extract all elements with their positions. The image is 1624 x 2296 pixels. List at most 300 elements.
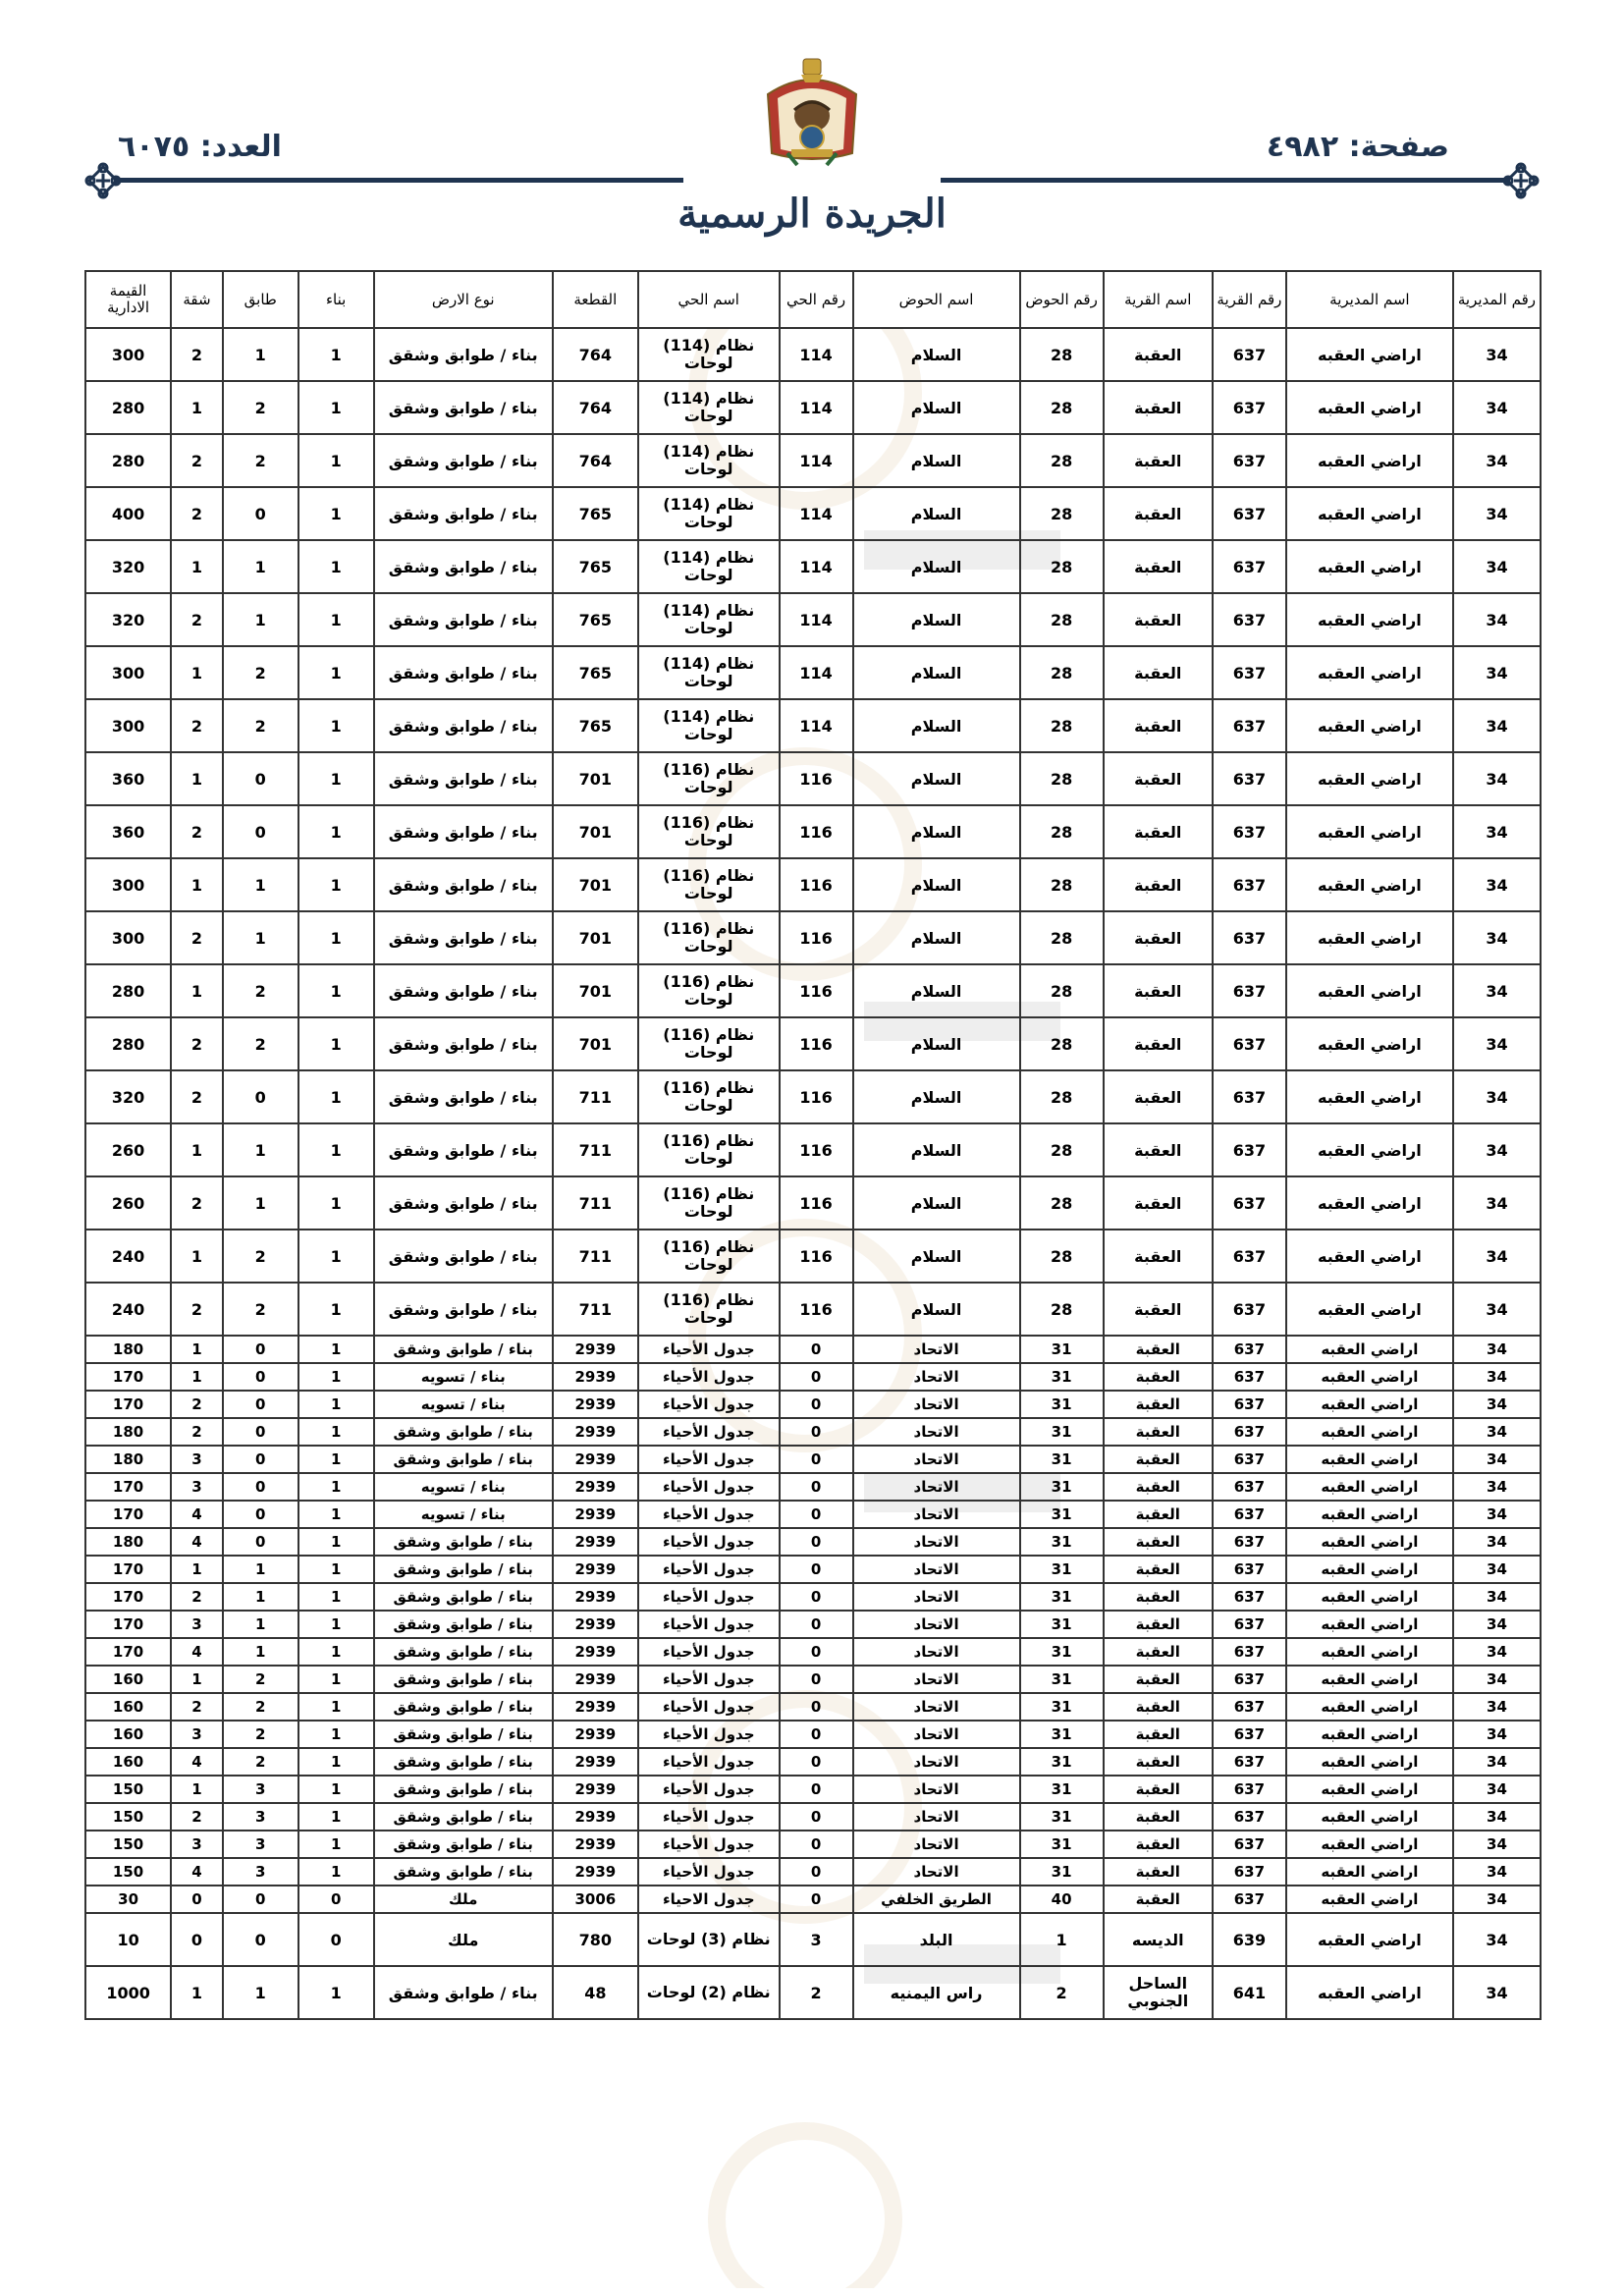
table-cell: نظام (116) لوحات [638, 1070, 780, 1123]
table-cell: نظام (116) لوحات [638, 752, 780, 805]
table-cell: 637 [1213, 1283, 1286, 1336]
table-cell: 0 [223, 752, 298, 805]
table-cell: 1 [298, 487, 374, 540]
table-cell: 1 [171, 540, 223, 593]
table-cell: الاتحاد [853, 1611, 1020, 1638]
table-cell: 0 [223, 1473, 298, 1501]
table-cell: 34 [1453, 1418, 1541, 1446]
table-cell: 0 [171, 1886, 223, 1913]
table-cell: 701 [553, 858, 638, 911]
table-cell: السلام [853, 593, 1020, 646]
table-cell: 31 [1020, 1336, 1104, 1363]
table-cell: 765 [553, 540, 638, 593]
table-cell: 2939 [553, 1721, 638, 1748]
table-cell: 2939 [553, 1583, 638, 1611]
table-cell: 2939 [553, 1501, 638, 1528]
table-cell: السلام [853, 964, 1020, 1017]
table-cell: 34 [1453, 1831, 1541, 1858]
table-cell: 28 [1020, 328, 1104, 381]
table-cell: الاتحاد [853, 1748, 1020, 1776]
table-cell: السلام [853, 1123, 1020, 1176]
table-cell: 34 [1453, 1693, 1541, 1721]
table-cell: 0 [780, 1776, 853, 1803]
header-rule-left [114, 178, 683, 183]
table-cell: بناء / تسويه [374, 1363, 553, 1391]
table-cell: 28 [1020, 858, 1104, 911]
table-cell: نظام (116) لوحات [638, 1230, 780, 1283]
table-cell: 637 [1213, 540, 1286, 593]
table-cell: 0 [780, 1803, 853, 1831]
land-values-table [84, 270, 1542, 2020]
table-cell: راس اليمنيه [853, 1966, 1020, 2019]
table-cell: 637 [1213, 593, 1286, 646]
table-cell: 0 [298, 1886, 374, 1913]
table-cell: 1 [171, 858, 223, 911]
table-cell: بناء / تسويه [374, 1501, 553, 1528]
table-cell: جدول الأحياء [638, 1336, 780, 1363]
table-cell: بناء / طوابق وشقق [374, 858, 553, 911]
table-cell: جدول الأحياء [638, 1638, 780, 1666]
table-cell: 28 [1020, 487, 1104, 540]
table-cell: العقبة [1104, 1776, 1213, 1803]
table-cell: السلام [853, 1070, 1020, 1123]
table-cell: العقبة [1104, 1336, 1213, 1363]
table-cell: 260 [85, 1176, 171, 1230]
table-cell: 2 [223, 1721, 298, 1748]
table-cell: اراضي العقبه [1286, 1666, 1453, 1693]
table-cell: بناء / طوابق وشقق [374, 1176, 553, 1230]
table-cell: 0 [780, 1363, 853, 1391]
table-cell: 1 [298, 1123, 374, 1176]
table-cell: العقبة [1104, 1638, 1213, 1666]
table-cell: اراضي العقبه [1286, 1831, 1453, 1858]
table-cell: اراضي العقبه [1286, 911, 1453, 964]
table-cell: 160 [85, 1666, 171, 1693]
table-cell: 300 [85, 699, 171, 752]
table-cell: جدول الأحياء [638, 1418, 780, 1446]
table-cell: 150 [85, 1858, 171, 1886]
table-cell: 114 [780, 593, 853, 646]
table-cell: العقبة [1104, 752, 1213, 805]
table-cell: الاتحاد [853, 1501, 1020, 1528]
table-cell: 34 [1453, 1176, 1541, 1230]
table-cell: 31 [1020, 1418, 1104, 1446]
table-cell: 637 [1213, 964, 1286, 1017]
table-cell: السلام [853, 646, 1020, 699]
table-cell: 34 [1453, 1666, 1541, 1693]
table-cell: 1 [298, 1666, 374, 1693]
table-cell: 1 [171, 1666, 223, 1693]
table-cell: 34 [1453, 1070, 1541, 1123]
table-cell: جدول الأحياء [638, 1501, 780, 1528]
table-cell: الاتحاد [853, 1831, 1020, 1858]
table-cell: الاتحاد [853, 1473, 1020, 1501]
table-cell: 1 [298, 805, 374, 858]
table-cell: بناء / طوابق وشقق [374, 1611, 553, 1638]
table-cell: السلام [853, 805, 1020, 858]
table-cell: نظام (114) لوحات [638, 328, 780, 381]
table-cell: 765 [553, 699, 638, 752]
table-cell: 34 [1453, 540, 1541, 593]
table-cell: 34 [1453, 1638, 1541, 1666]
table-cell: 116 [780, 1283, 853, 1336]
table-row [85, 1583, 1541, 1611]
table-cell: 1 [298, 1638, 374, 1666]
table-cell: 1 [223, 1556, 298, 1583]
table-cell: 31 [1020, 1473, 1104, 1501]
table-cell: 34 [1453, 1966, 1541, 2019]
table-cell: 116 [780, 1123, 853, 1176]
table-cell: 2 [223, 1283, 298, 1336]
table-cell: 0 [780, 1418, 853, 1446]
table-cell: 0 [223, 1528, 298, 1556]
table-cell: اراضي العقبه [1286, 1556, 1453, 1583]
table-cell: 1 [171, 1336, 223, 1363]
table-cell: 3 [171, 1721, 223, 1748]
table-cell: اراضي العقبه [1286, 434, 1453, 487]
table-cell: 764 [553, 434, 638, 487]
table-cell: 34 [1453, 911, 1541, 964]
table-cell: 1 [298, 1776, 374, 1803]
table-cell: جدول الأحياء [638, 1721, 780, 1748]
table-cell: 34 [1453, 752, 1541, 805]
table-cell: 240 [85, 1283, 171, 1336]
table-cell: ملك [374, 1886, 553, 1913]
table-cell: 1 [298, 1966, 374, 2019]
table-row [85, 487, 1541, 540]
table-cell: بناء / طوابق وشقق [374, 1528, 553, 1556]
table-cell: نظام (116) لوحات [638, 1123, 780, 1176]
table-cell: العقبة [1104, 1017, 1213, 1070]
table-cell: 637 [1213, 328, 1286, 381]
table-cell: الاتحاد [853, 1528, 1020, 1556]
table-cell: بناء / طوابق وشقق [374, 487, 553, 540]
table-cell: 0 [780, 1666, 853, 1693]
table-cell: 34 [1453, 381, 1541, 434]
table-cell: 34 [1453, 1363, 1541, 1391]
table-row [85, 593, 1541, 646]
table-cell: جدول الأحياء [638, 1693, 780, 1721]
table-cell: بناء / طوابق وشقق [374, 434, 553, 487]
table-cell: السلام [853, 911, 1020, 964]
table-cell: 1 [298, 752, 374, 805]
table-row [85, 1666, 1541, 1693]
table-cell: 0 [223, 1418, 298, 1446]
table-cell: 2939 [553, 1363, 638, 1391]
table-cell: العقبة [1104, 1230, 1213, 1283]
table-cell: 0 [780, 1638, 853, 1666]
table-cell: 764 [553, 328, 638, 381]
table-cell: بناء / طوابق وشقق [374, 1070, 553, 1123]
table-cell: 31 [1020, 1858, 1104, 1886]
table-cell: 1 [298, 1528, 374, 1556]
table-cell: 28 [1020, 1176, 1104, 1230]
table-cell: 2939 [553, 1776, 638, 1803]
table-row [85, 1017, 1541, 1070]
table-cell: 0 [780, 1473, 853, 1501]
table-cell: نظام (116) لوحات [638, 964, 780, 1017]
table-cell: 28 [1020, 434, 1104, 487]
column-header: بناء [298, 271, 374, 328]
table-row [85, 1638, 1541, 1666]
table-cell: 180 [85, 1418, 171, 1446]
table-cell: نظام (114) لوحات [638, 540, 780, 593]
table-cell: 34 [1453, 487, 1541, 540]
table-cell: اراضي العقبه [1286, 1776, 1453, 1803]
table-cell: 0 [780, 1693, 853, 1721]
table-cell: الاتحاد [853, 1446, 1020, 1473]
table-cell: 28 [1020, 805, 1104, 858]
table-cell: 34 [1453, 964, 1541, 1017]
table-cell: 34 [1453, 1556, 1541, 1583]
table-cell: اراضي العقبه [1286, 1913, 1453, 1966]
table-cell: اراضي العقبه [1286, 1583, 1453, 1611]
table-cell: 637 [1213, 752, 1286, 805]
table-cell: 1000 [85, 1966, 171, 2019]
table-cell: 711 [553, 1283, 638, 1336]
table-row [85, 1473, 1541, 1501]
table-cell: 31 [1020, 1363, 1104, 1391]
table-cell: 1 [298, 1017, 374, 1070]
table-cell: 2 [223, 1230, 298, 1283]
table-cell: 160 [85, 1693, 171, 1721]
table-cell: 34 [1453, 1803, 1541, 1831]
table-cell: 2 [223, 381, 298, 434]
table-cell: 2 [171, 1803, 223, 1831]
table-cell: 114 [780, 487, 853, 540]
table-cell: 180 [85, 1446, 171, 1473]
table-cell: الاتحاد [853, 1363, 1020, 1391]
table-cell: 3 [171, 1611, 223, 1638]
table-cell: 1 [171, 1556, 223, 1583]
table-cell: نظام (116) لوحات [638, 1017, 780, 1070]
table-cell: العقبة [1104, 1831, 1213, 1858]
table-cell: 300 [85, 646, 171, 699]
table-cell: 34 [1453, 1913, 1541, 1966]
table-cell: بناء / طوابق وشقق [374, 593, 553, 646]
column-header: القيمة الادارية [85, 271, 171, 328]
table-cell: 1 [298, 328, 374, 381]
gazette-title: الجريدة الرسمية [677, 191, 947, 237]
table-cell: 28 [1020, 540, 1104, 593]
table-cell: 116 [780, 858, 853, 911]
table-cell: 31 [1020, 1611, 1104, 1638]
table-row [85, 1070, 1541, 1123]
table-cell: 28 [1020, 381, 1104, 434]
table-cell: 4 [171, 1748, 223, 1776]
table-cell: 2939 [553, 1748, 638, 1776]
table-cell: 28 [1020, 1017, 1104, 1070]
table-cell: 0 [223, 487, 298, 540]
column-header: اسم المديرية [1286, 271, 1453, 328]
table-cell: 34 [1453, 1776, 1541, 1803]
table-cell: 3 [780, 1913, 853, 1966]
table-cell: 3 [171, 1831, 223, 1858]
table-cell: السلام [853, 699, 1020, 752]
table-row [85, 1418, 1541, 1446]
table-cell: 4 [171, 1858, 223, 1886]
table-cell: بناء / طوابق وشقق [374, 1446, 553, 1473]
table-cell: 0 [223, 1336, 298, 1363]
table-cell: نظام (2) لوحات [638, 1966, 780, 2019]
table-cell: 1 [223, 911, 298, 964]
table-cell: 701 [553, 752, 638, 805]
column-header: اسم الحوض [853, 271, 1020, 328]
table-cell: 0 [223, 1913, 298, 1966]
table-cell: 34 [1453, 1336, 1541, 1363]
table-cell: 116 [780, 964, 853, 1017]
table-cell: 637 [1213, 1638, 1286, 1666]
table-cell: نظام (116) لوحات [638, 858, 780, 911]
table-cell: 2 [223, 1693, 298, 1721]
table-cell: 1 [171, 1966, 223, 2019]
table-cell: 2939 [553, 1446, 638, 1473]
table-cell: 31 [1020, 1638, 1104, 1666]
table-cell: 0 [171, 1913, 223, 1966]
table-cell: بناء / طوابق وشقق [374, 381, 553, 434]
table-cell: 1 [298, 911, 374, 964]
table-cell: 1 [298, 1283, 374, 1336]
table-cell: 34 [1453, 1446, 1541, 1473]
table-cell: 1 [1020, 1913, 1104, 1966]
table-cell: 116 [780, 1017, 853, 1070]
table-cell: 637 [1213, 434, 1286, 487]
table-cell: 170 [85, 1473, 171, 1501]
table-cell: 1 [223, 1123, 298, 1176]
table-cell: 0 [223, 1886, 298, 1913]
table-row [85, 1501, 1541, 1528]
table-cell: ملك [374, 1913, 553, 1966]
table-cell: بناء / طوابق وشقق [374, 540, 553, 593]
table-cell: 31 [1020, 1556, 1104, 1583]
table-cell: 34 [1453, 1123, 1541, 1176]
table-cell: 2 [171, 434, 223, 487]
table-cell: 2939 [553, 1418, 638, 1446]
table-cell: بناء / طوابق وشقق [374, 699, 553, 752]
column-header: رقم الحوض [1020, 271, 1104, 328]
table-cell: 150 [85, 1776, 171, 1803]
table-cell: نظام (114) لوحات [638, 381, 780, 434]
table-cell: 2939 [553, 1391, 638, 1418]
table-cell: 1 [171, 1230, 223, 1283]
table-cell: العقبة [1104, 328, 1213, 381]
table-cell: 1 [298, 593, 374, 646]
table-cell: 31 [1020, 1528, 1104, 1556]
table-cell: 2939 [553, 1473, 638, 1501]
table-cell: 0 [780, 1336, 853, 1363]
column-header: رقم القرية [1213, 271, 1286, 328]
table-cell: 1 [223, 1583, 298, 1611]
table-cell: اراضي العقبه [1286, 1803, 1453, 1831]
table-cell: 2 [223, 1666, 298, 1693]
table-cell: اراضي العقبه [1286, 1886, 1453, 1913]
table-cell: 2 [223, 434, 298, 487]
table-cell: اراضي العقبه [1286, 381, 1453, 434]
table-cell: الاتحاد [853, 1638, 1020, 1666]
table-cell: 1 [298, 1556, 374, 1583]
table-cell: 2 [171, 1070, 223, 1123]
table-cell: السلام [853, 434, 1020, 487]
table-cell: 1 [298, 1721, 374, 1748]
table-cell: 31 [1020, 1583, 1104, 1611]
table-row [85, 1831, 1541, 1858]
table-cell: 0 [780, 1611, 853, 1638]
table-cell: 280 [85, 434, 171, 487]
table-row [85, 1123, 1541, 1176]
table-cell: 34 [1453, 699, 1541, 752]
table-cell: 114 [780, 540, 853, 593]
table-cell: العقبة [1104, 1748, 1213, 1776]
table-cell: 1 [171, 381, 223, 434]
table-cell: 34 [1453, 1501, 1541, 1528]
table-cell: اراضي العقبه [1286, 1418, 1453, 1446]
table-cell: 637 [1213, 911, 1286, 964]
table-cell: 320 [85, 540, 171, 593]
table-cell: 2939 [553, 1693, 638, 1721]
table-cell: 31 [1020, 1776, 1104, 1803]
table-cell: اراضي العقبه [1286, 1446, 1453, 1473]
table-cell: 0 [780, 1721, 853, 1748]
table-cell: 1 [171, 1123, 223, 1176]
table-cell: 31 [1020, 1721, 1104, 1748]
table-cell: 1 [298, 540, 374, 593]
table-cell: بناء / طوابق وشقق [374, 1336, 553, 1363]
page-header [0, 0, 1624, 265]
table-cell: 34 [1453, 1230, 1541, 1283]
table-cell: 637 [1213, 1748, 1286, 1776]
table-cell: 2 [171, 328, 223, 381]
table-cell: 1 [298, 1363, 374, 1391]
table-cell: اراضي العقبه [1286, 1966, 1453, 2019]
table-cell: 31 [1020, 1446, 1104, 1473]
table-cell: 2 [223, 1748, 298, 1776]
table-cell: 0 [780, 1886, 853, 1913]
table-cell: 765 [553, 593, 638, 646]
table-cell: اراضي العقبه [1286, 1638, 1453, 1666]
table-row [85, 646, 1541, 699]
table-cell: العقبة [1104, 1803, 1213, 1831]
table-cell: نظام (114) لوحات [638, 487, 780, 540]
table-cell: 637 [1213, 1473, 1286, 1501]
table-cell: بناء / طوابق وشقق [374, 752, 553, 805]
table-cell: 28 [1020, 593, 1104, 646]
table-cell: 2939 [553, 1611, 638, 1638]
table-cell: السلام [853, 381, 1020, 434]
table-cell: 4 [171, 1501, 223, 1528]
column-header: اسم الحي [638, 271, 780, 328]
table-cell: العقبة [1104, 1446, 1213, 1473]
table-cell: جدول الأحياء [638, 1391, 780, 1418]
table-cell: 2 [171, 1176, 223, 1230]
table-cell: 2939 [553, 1556, 638, 1583]
table-cell: 30 [85, 1886, 171, 1913]
table-cell: بناء / طوابق وشقق [374, 1556, 553, 1583]
table-cell: العقبة [1104, 487, 1213, 540]
table-cell: اراضي العقبه [1286, 1611, 1453, 1638]
table-cell: بناء / طوابق وشقق [374, 1966, 553, 2019]
table-cell: اراضي العقبه [1286, 1473, 1453, 1501]
table-cell: 34 [1453, 1017, 1541, 1070]
table-row [85, 540, 1541, 593]
table-cell: 0 [223, 1070, 298, 1123]
table-cell: 0 [298, 1913, 374, 1966]
table-cell: 280 [85, 1017, 171, 1070]
table-cell: 711 [553, 1176, 638, 1230]
table-cell: جدول الأحياء [638, 1776, 780, 1803]
table-cell: بناء / طوابق وشقق [374, 1748, 553, 1776]
table-cell: السلام [853, 1230, 1020, 1283]
table-cell: 637 [1213, 858, 1286, 911]
